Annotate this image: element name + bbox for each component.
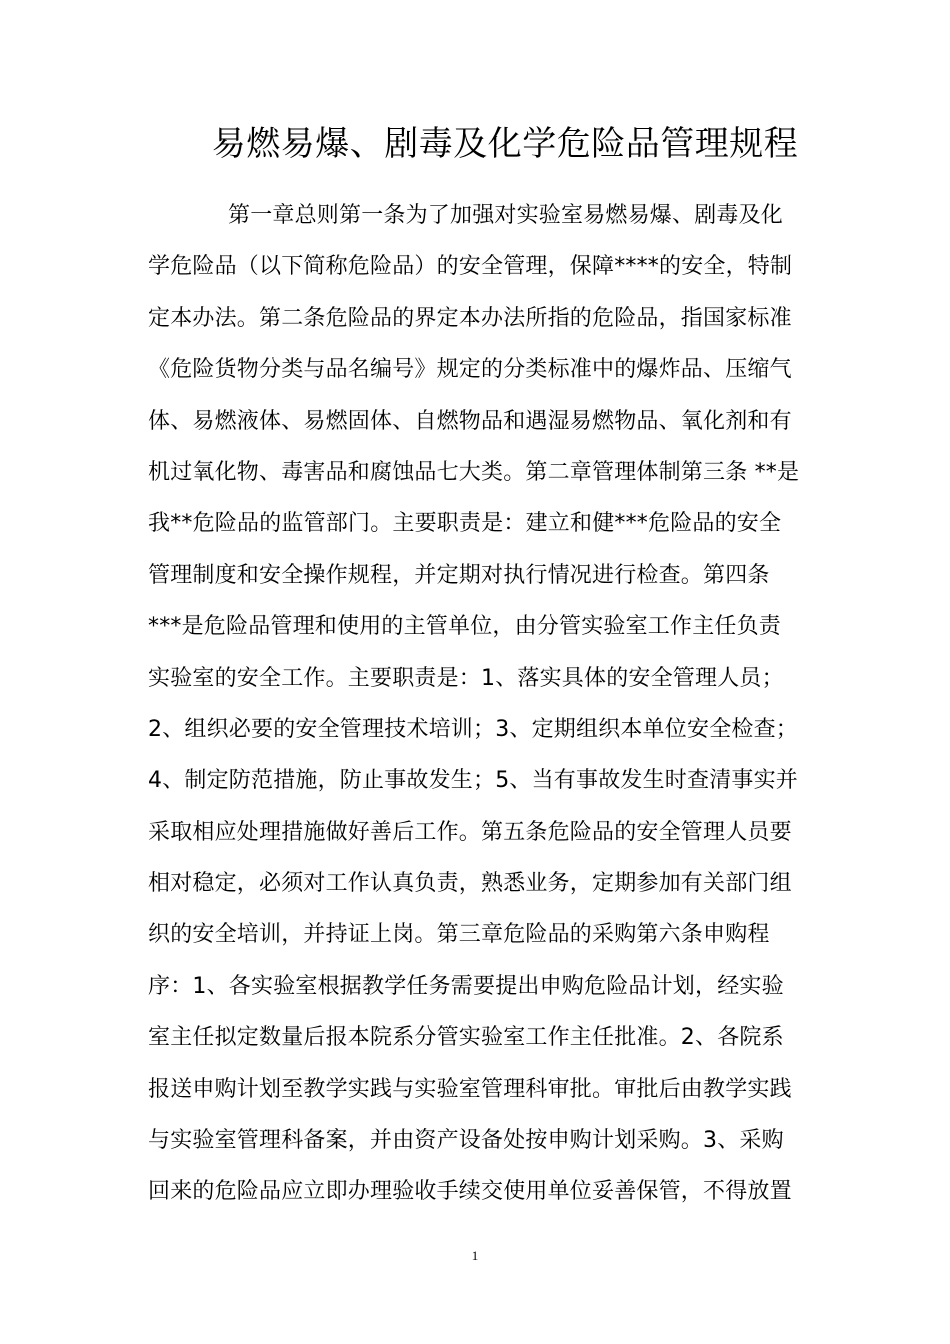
body-line: 序：1、各实验室根据教学任务需要提出申购危险品计划，经实验 — [148, 973, 784, 999]
body-line: 机过氧化物、毒害品和腐蚀品七大类。第二章管理体制第三条 **是 — [148, 459, 800, 485]
body-line: 报送申购计划至教学实践与实验室管理科审批。审批后由教学实践 — [148, 1076, 792, 1102]
body-line: 2、组织必要的安全管理技术培训；3、定期组织本单位安全检查； — [148, 716, 798, 742]
body-line: 管理制度和安全操作规程，并定期对执行情况进行检查。第四条 — [148, 562, 770, 588]
body-line: 4、制定防范措施，防止事故发生；5、当有事故发生时查清事实并 — [148, 768, 798, 794]
body-line: 与实验室管理科备案，并由资产设备处按申购计划采购。3、采购 — [148, 1128, 784, 1154]
body-line: 采取相应处理措施做好善后工作。第五条危险品的安全管理人员要 — [148, 819, 792, 845]
body-line: 《危险货物分类与品名编号》规定的分类标准中的爆炸品、压缩气 — [148, 357, 792, 383]
body-line: 相对稳定，必须对工作认真负责，熟悉业务，定期参加有关部门组 — [148, 871, 792, 897]
body-line: 学危险品（以下简称危险品）的安全管理，保障****的安全，特制 — [148, 254, 793, 280]
body-line: 定本办法。第二条危险品的界定本办法所指的危险品，指国家标准 — [148, 305, 792, 331]
page-number: 1 — [471, 1248, 479, 1263]
body-line: 回来的危险品应立即办理验收手续交使用单位妥善保管，不得放置 — [148, 1179, 792, 1205]
body-line: 体、易燃液体、易燃固体、自燃物品和遇湿易燃物品、氧化剂和有 — [148, 408, 792, 434]
body-line: 室主任拟定数量后报本院系分管实验室工作主任批准。2、各院系 — [148, 1025, 784, 1051]
body-line: 我**危险品的监管部门。主要职责是：建立和健***危险品的安全 — [148, 511, 782, 537]
body-line: ***是危险品管理和使用的主管单位，由分管实验室工作主任负责 — [148, 614, 782, 640]
document-body — [148, 190, 803, 1218]
body-line: 织的安全培训，并持证上岗。第三章危险品的采购第六条申购程 — [148, 922, 770, 948]
body-line: 第一章总则第一条为了加强对实验室易燃易爆、剧毒及化 — [228, 203, 784, 228]
body-line: 实验室的安全工作。主要职责是：1、落实具体的安全管理人员； — [148, 665, 784, 691]
document-title: 易燃易爆、剧毒及化学危险品管理规程 — [211, 124, 799, 164]
